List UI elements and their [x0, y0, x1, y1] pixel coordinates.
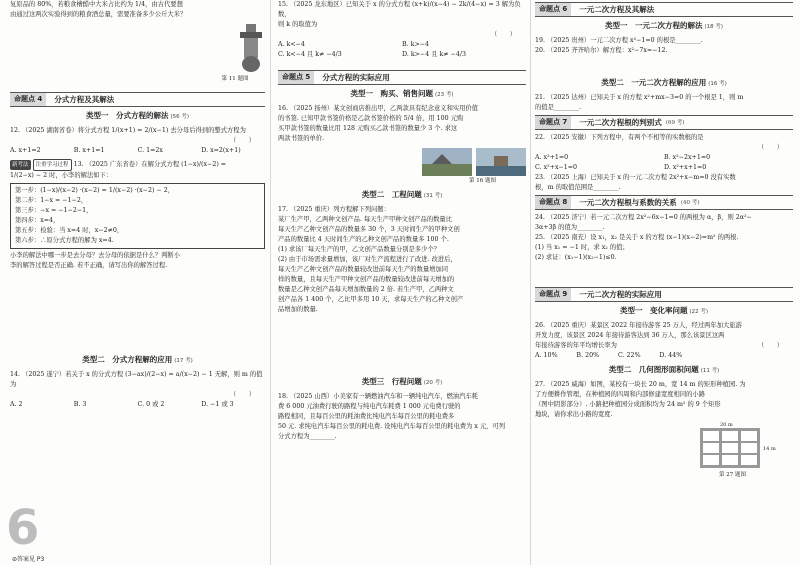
q27-line4: 地块，请你求出小路的宽度.: [535, 411, 613, 418]
q27-line2: 了方便耕作管理，在种植园的四周和内部修建宽度相同的小路: [535, 391, 706, 398]
q15-line1: 15. （2025 龙东地区）已知关于 x 的分式方程 (x+k)/(x−4) − 2k/(4−x) = 3 解为负数，: [278, 1, 521, 18]
q15-option-d: D. k>−4 且 k≠ −4/3: [402, 51, 467, 58]
fig27-caption: 第 27 题图: [719, 472, 746, 478]
section-5-header: [278, 70, 526, 85]
section-6-tag: 命题点 6: [535, 3, 571, 16]
q17-line4: 产品的数量比 4 天时间生产的乙种文创产品的数量多 100 个.: [278, 236, 449, 243]
q14-stem: 14. （2025 遂宁）若关于 x 的分式方程 (3−ax)/(2−x) = a/(x−2) − 1 无解，则 m 的值为: [10, 371, 263, 388]
q13-step-3: 第三步：−x = −1−2−1，: [15, 207, 93, 214]
column-divider-1: [270, 0, 271, 565]
q12-option-d: D. x=2(x+1): [201, 147, 241, 154]
scenery-photo-right: [476, 148, 526, 176]
q22-option-d: D. x²+x+1=0: [664, 164, 707, 171]
c3-t91-title: 类型一 变化率问题: [619, 306, 688, 315]
q12-option-b: B. x+1=1: [73, 147, 105, 154]
q14-option-c: C. 0 或 2: [137, 401, 165, 408]
q15-paren: （ ）: [490, 31, 516, 38]
type2-count-c2: (31 考): [423, 193, 443, 199]
q11-tail-line2: 由通过这两次实验得到的粮食酒总量，需要准备多少公斤大米？: [10, 11, 187, 18]
section-8-count: (40 考): [680, 199, 700, 206]
q18-line4: 50 元. 求纯电汽车每百公里的耗电费. 设纯电汽车每百公里的耗电费为 x 元，可列: [278, 423, 506, 430]
q18-line3: 路程相同，且每百公里的耗油费比纯电汽车每百公里的耗电费多: [278, 413, 455, 420]
c3-type2-heading: [535, 77, 793, 90]
q22-stem: 22. （2025 安徽）下列方程中，有两个不相等的实数根的是: [535, 134, 704, 141]
plow-illustration: [238, 22, 264, 74]
type3-heading-c2: [278, 376, 526, 389]
section-7-tag: 命题点 7: [535, 116, 571, 129]
q15-options: [278, 40, 526, 60]
page-number-big: 6: [6, 500, 40, 556]
fig27-length-label: 20 m: [720, 422, 733, 428]
q22-options: [535, 153, 793, 173]
c3-t92-count: (11 考): [700, 368, 720, 374]
section-7-title: 一元二次方程根的判别式: [579, 117, 662, 127]
section-7-header: [535, 115, 793, 130]
q14-option-a: A. 2: [10, 401, 23, 408]
fig27: [535, 420, 793, 480]
c3-t92-heading: [535, 364, 793, 377]
type1-title: 类型一 分式方程的解法: [85, 111, 169, 120]
q13-step-6: 第六步：∴原分式方程的解为 x=4.: [15, 237, 114, 244]
c3-t91-count: (22 考): [689, 309, 709, 315]
scenery-photo-left: [422, 148, 472, 176]
q17-line2: 某厂生产甲，乙两种文创产品. 每天生产甲种文创产品的数量比: [278, 216, 453, 223]
q13-badge2: 注重学习过程: [33, 159, 72, 171]
q27-line1: 27. （2025 威海）如图，某校有一块长 20 m，宽 14 m 的矩形种植园. 为: [535, 381, 746, 388]
type1-heading: [10, 110, 265, 123]
q13-step-5: 第五步：检验：当 x=4 时，x−2≠0，: [15, 227, 124, 234]
q25-line2: (1) 当 x₁ = −1 时，求 x₂ 的值；: [535, 244, 629, 251]
section-4-title: 分式方程及其解法: [54, 94, 115, 104]
column-divider-2: [530, 0, 531, 565]
section-6-header: [535, 2, 793, 17]
q24-line1: 24. （2025 济宁）若一元二次方程 2x²−6x−1=0 的两根为 α，β，则 2α²−: [535, 214, 752, 221]
c3-type1-heading: [535, 20, 793, 33]
left-column: [10, 0, 265, 565]
q16-line4: 两款书签的单价.: [278, 135, 325, 142]
q12-options: [10, 146, 265, 156]
c3-type2-title: 类型二 一元二次方程解的应用: [601, 78, 707, 87]
q19: 19. （2025 贵州）一元二次方程 x²−1=0 的根是________.: [535, 37, 703, 44]
q17-line7: 每天生产乙种文创产品的数量较改进前每天生产的数量增加同: [278, 266, 449, 273]
q13-ask-line2: 李的解答过程是否正确. 若不正确，请写出你的解答过程.: [10, 262, 168, 269]
q13-badge: 新考法: [12, 162, 29, 168]
c3-type1-count: (18 考): [704, 24, 724, 30]
type2-title-c2: 类型二 工程问题: [361, 190, 422, 199]
q14-option-b: B. 3: [73, 401, 87, 408]
q13-step-4: 第四步：x=4，: [15, 217, 60, 224]
c3-type2-count: (16 考): [708, 81, 727, 87]
fig27-width-label: 14 m: [763, 446, 776, 452]
type1-count-c2: (23 考): [434, 92, 454, 98]
section-8-tag: 命题点 8: [535, 196, 571, 209]
q22-option-c: C. x²+x−1=0: [535, 164, 578, 171]
fig11-caption: 第 11 题图: [221, 76, 249, 82]
q20: 20. （2025 齐齐哈尔）解方程：x²−7x=−12.: [535, 47, 668, 54]
q12-paren: （ ）: [229, 137, 255, 144]
section-7-count: (69 考): [665, 119, 685, 126]
c3-t92-title: 类型二 几何图形面积问题: [608, 365, 699, 374]
q13-solution-box: [10, 183, 265, 249]
q12-option-c: C. 1=2x: [137, 147, 163, 154]
type1-title-c2: 类型一 购买、销售问题: [350, 89, 433, 98]
type2-title: 类型二 分式方程解的应用: [82, 355, 173, 364]
q17-line1: 17. （2025 重庆）列方程解下列问题：: [278, 206, 390, 213]
section-5-tag: 命题点 5: [278, 71, 314, 84]
type3-count-c2: (20 考): [423, 380, 443, 386]
q26-line3-text: 年接待游客的年平均增长率为: [535, 342, 617, 349]
q18-line5: 分式方程为________.: [278, 433, 337, 440]
q23-line2: 根，m 的取值范围是________.: [535, 184, 621, 191]
type3-title-c2: 类型三 行程问题: [361, 377, 422, 386]
q21-line2: 的值是________.: [535, 104, 582, 111]
q16-line3: 买甲款书签的数量比用 128 元购买乙款书签的数量少 3 个. 求这: [278, 125, 458, 132]
q13-step-2: 第二步：1−x = −1−2，: [15, 197, 88, 204]
section-9-tag: 命题点 9: [535, 288, 571, 301]
type2-count: (17 考): [174, 358, 193, 364]
middle-column: [278, 0, 526, 565]
q13-stem: [10, 159, 265, 171]
garden-grid-diagram: [700, 428, 760, 468]
type1-count: (56 考): [170, 114, 190, 120]
q18-line2: 费 6 000 元油费行驶的路程与纯电汽车耗费 1 000 元电费行驶的: [278, 403, 461, 410]
q13-line2: 1/(2−x) − 2 时，小李的解法如下：: [10, 172, 113, 179]
q21-line1: 21. （2025 达州）已知关于 x 的方程 x²+mx−3=0 的一个根是 1，则 m: [535, 94, 744, 101]
q14-options: [10, 400, 265, 410]
q12-option-a: A. x+1=2: [10, 147, 41, 154]
q22-option-a: A. x²+1=0: [535, 154, 569, 161]
q26-paren: （ ）: [757, 342, 783, 349]
type1-heading-c2: [278, 88, 526, 101]
q13-ask-line1: 小李的解法中哪一步是去分母？去分母的依据是什么？判断小: [10, 252, 181, 259]
q17-line8: 样的数量，且每天生产甲种文创产品的数量较改进前每天增加的: [278, 276, 455, 283]
q17-line10: 创产品各 1 400 个，乙比甲多用 10 天，求每天生产的乙种文创产: [278, 296, 464, 303]
q16-figure: [278, 148, 526, 176]
q26-options: A. 10% B. 20% C. 22% D. 44%: [535, 352, 683, 359]
answer-footer: ⊘答案见 P3: [12, 556, 45, 563]
q17-line6: (2) 由于市场需求量增加，该厂对生产流程进行了改进. 改进后，: [278, 256, 457, 263]
q24-line2: 3α+3β 的值为________.: [535, 224, 605, 231]
section-9-header: [535, 287, 793, 302]
q23-line1: 23. （2025 上海）已知关于 x 的一元二次方程 2x²+x−m=0 没有实数: [535, 174, 736, 181]
q18-line1: 18. （2025 山西）小美家有一辆燃油汽车和一辆纯电汽车，燃油汽车耗: [278, 393, 479, 400]
q15-option-c: C. k<−4 且 k≠ −4/3: [278, 51, 342, 58]
section-4-header: [10, 92, 265, 107]
section-8-title: 一元二次方程根与系数的关系: [579, 197, 677, 207]
type2-heading-c2: [278, 189, 526, 202]
fig16-caption: 第 16 题图: [469, 178, 496, 184]
section-4-tag: 命题点 4: [10, 93, 46, 106]
q25-line1: 25. （2025 南充）设 x₁，x₂ 是关于 x 的方程 (x−1)(x−2)=m² 的两根.: [535, 234, 739, 241]
q25-line3: (2) 求证：(x₁−1)(x₂−1)≤0.: [535, 254, 617, 261]
q26-line3: [535, 341, 793, 351]
q17-line5: (1) 求该厂每天生产的甲，乙文创产品数量分别是多少个？: [278, 246, 441, 253]
q12-stem: 12. （2025 湖南省卷）将分式方程 1/(x+1) = 2/(x−1) 去分母后得到的整式方程为: [10, 127, 246, 134]
q13-line1: 13. （2025 广东省卷）在解分式方程 (1−x)/(x−2) =: [73, 161, 227, 168]
q17-line9: 数量是乙种文创产品每天增加数量的 2 倍. 若生产甲，乙两种文: [278, 286, 454, 293]
q13-step-1: 第一步：(1−x)/(x−2) ·(x−2) = 1/(x−2) ·(x−2) − 2，: [15, 187, 175, 194]
q16-line2: 的书签. 已知甲款书签价格是乙款书签价格的 5/4 倍，用 100 元购: [278, 115, 464, 122]
q15-option-b: B. k>−4: [402, 41, 430, 48]
c3-t91-heading: [535, 305, 793, 318]
section-9-title: 一元二次方程的实际应用: [579, 289, 662, 299]
c3-type1-title: 类型一 一元二次方程的解法: [604, 21, 703, 30]
right-column: [535, 0, 793, 565]
type2-heading: [10, 354, 265, 367]
q17-line11: 品增加的数量.: [278, 306, 318, 313]
q22-paren: （ ）: [757, 144, 783, 151]
q22-option-b: B. x²−2x+1=0: [664, 154, 711, 161]
q26-line2: 开发力度，该景区 2024 年接待游客达到 36 万人，那么该景区这两: [535, 332, 725, 339]
section-6-title: 一元二次方程及其解法: [579, 4, 655, 14]
q11-tail-line1: 复原品的 80%，若粮食槽酷中大米占比约为 1/4，由古代要想: [10, 1, 183, 8]
q17-line3: 每天生产乙种文创产品的数量多 30 个，3 天时间生产的甲种文创: [278, 226, 460, 233]
q14-option-d: D. −1 或 3: [201, 401, 234, 408]
section-5-title: 分式方程的实际应用: [322, 72, 390, 82]
q27-line3: （图中阴影部分）. 小路把种植园分成面积均为 24 m² 的 9 个矩形: [535, 401, 721, 408]
q15-line2: 则 k 的取值为: [278, 21, 318, 28]
section-8-header: [535, 195, 793, 210]
q16-line1: 16. （2025 扬州）某文创商店推出甲，乙两款具有纪念意义和实用价值: [278, 105, 479, 112]
q14-paren: （ ）: [229, 391, 255, 398]
q15-option-a: A. k<−4: [278, 41, 305, 48]
q26-line1: 26. （2025 重庆）某景区 2022 年接待游客 25 万人，经过两年加大旅游: [535, 322, 742, 329]
